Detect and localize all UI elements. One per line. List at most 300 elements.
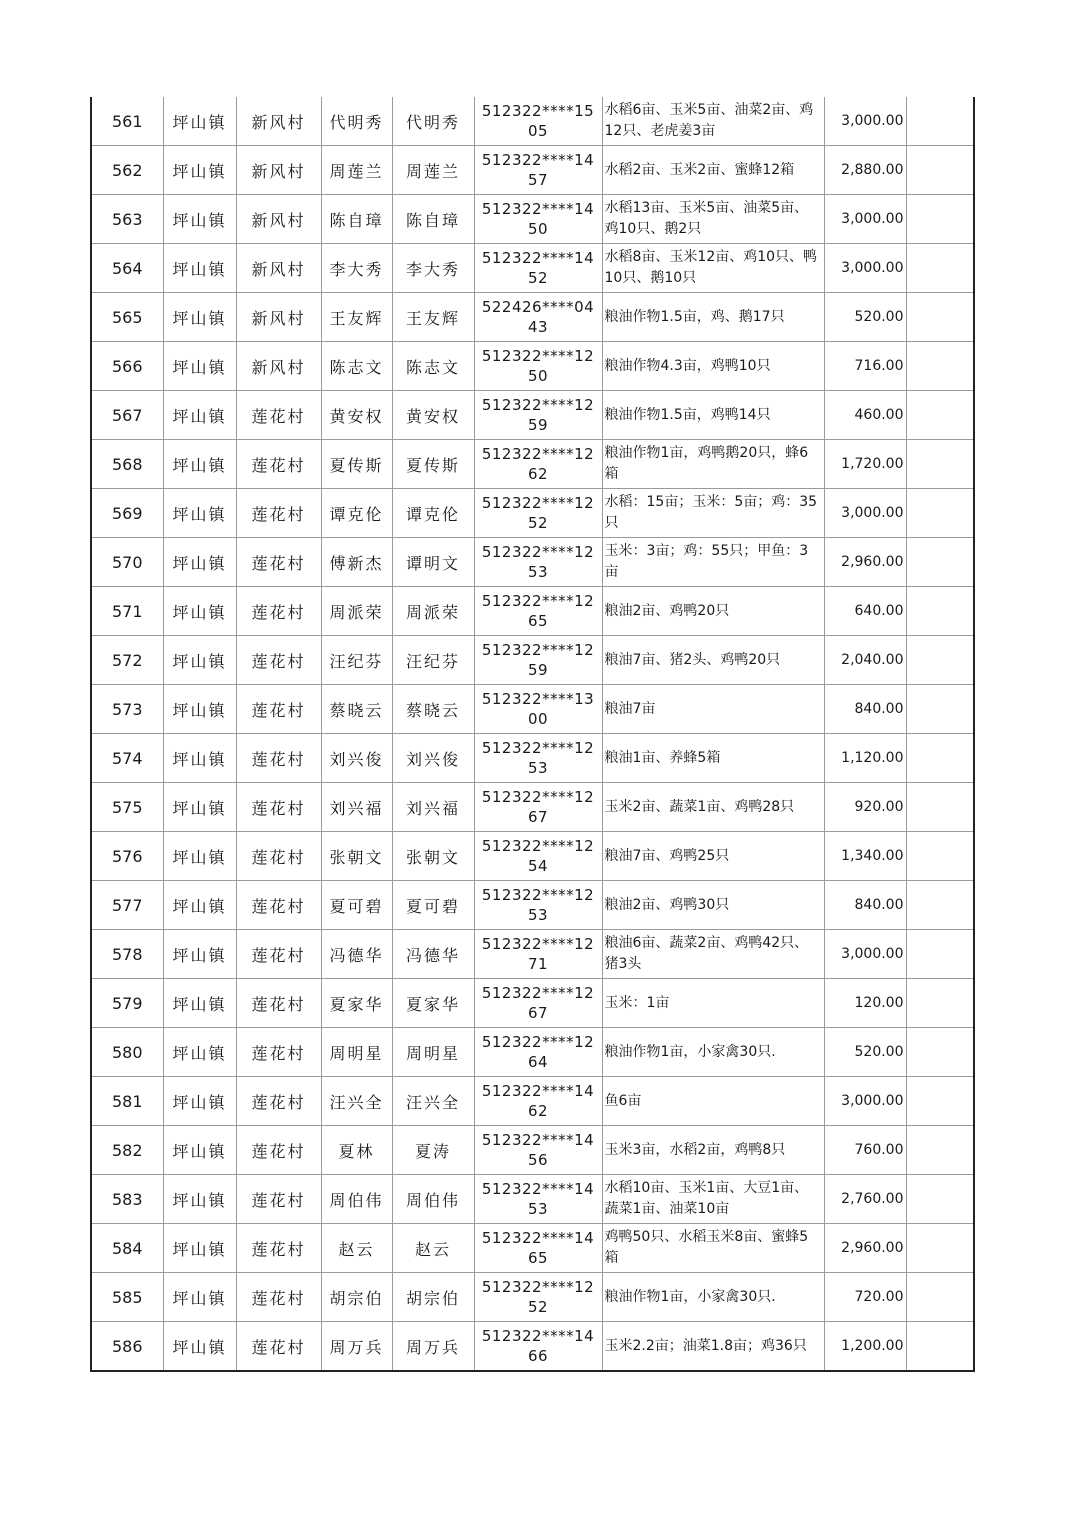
row-number-cell: 561	[91, 97, 163, 146]
subsidy-amount-cell: 120.00	[824, 979, 906, 1028]
remarks-cell	[906, 1175, 974, 1224]
production-description-cell: 玉米2亩、蔬菜1亩、鸡鸭28只	[602, 783, 824, 832]
row-number-cell: 580	[91, 1028, 163, 1077]
town-cell: 坪山镇	[163, 146, 236, 195]
remarks-cell	[906, 636, 974, 685]
id-number-line-1: 512322****12	[481, 396, 595, 414]
remarks-cell	[906, 146, 974, 195]
id-number-cell	[474, 97, 602, 146]
id-number-line-2: 53	[527, 563, 549, 581]
production-description-cell: 粮油6亩、蔬菜2亩、鸡鸭42只、猪3头	[602, 930, 824, 979]
table-row	[91, 391, 974, 440]
production-description-cell: 水稻6亩、玉米5亩、油菜2亩、鸡12只、老虎姜3亩	[602, 97, 824, 146]
town-cell: 坪山镇	[163, 538, 236, 587]
farmer-name-cell: 夏可碧	[321, 881, 392, 930]
id-number-line-2: 59	[527, 661, 549, 679]
farmer-name-cell: 周明星	[321, 1028, 392, 1077]
production-description-cell: 粮油1亩、养蜂5箱	[602, 734, 824, 783]
subsidy-amount-cell: 520.00	[824, 293, 906, 342]
subsidy-amount-cell: 460.00	[824, 391, 906, 440]
id-number-line-1: 512322****12	[481, 641, 595, 659]
id-number-line-1: 512322****14	[481, 249, 595, 267]
remarks-cell	[906, 440, 974, 489]
farmer-name-cell: 刘兴俊	[321, 734, 392, 783]
payee-name-cell: 夏涛	[392, 1126, 474, 1175]
remarks-cell	[906, 97, 974, 146]
id-number-line-2: 62	[527, 465, 549, 483]
row-number-cell: 563	[91, 195, 163, 244]
production-description-cell: 水稻10亩、玉米1亩、大豆1亩、蔬菜1亩、油菜10亩	[602, 1175, 824, 1224]
id-number-line-1: 512322****12	[481, 788, 595, 806]
id-number-line-2: 71	[527, 955, 549, 973]
row-number-cell: 586	[91, 1322, 163, 1372]
farmer-name-cell: 蔡晓云	[321, 685, 392, 734]
town-cell: 坪山镇	[163, 489, 236, 538]
table-row	[91, 783, 974, 832]
table-row	[91, 1175, 974, 1224]
village-cell: 莲花村	[236, 685, 321, 734]
remarks-cell	[906, 1126, 974, 1175]
id-number-line-2: 65	[527, 1249, 549, 1267]
village-cell: 莲花村	[236, 489, 321, 538]
id-number-line-2: 56	[527, 1151, 549, 1169]
production-description-cell: 玉米3亩，水稻2亩，鸡鸭8只	[602, 1126, 824, 1175]
remarks-cell	[906, 489, 974, 538]
subsidy-amount-cell: 520.00	[824, 1028, 906, 1077]
subsidy-amount-cell: 920.00	[824, 783, 906, 832]
town-cell: 坪山镇	[163, 734, 236, 783]
id-number-line-1: 512322****13	[481, 690, 595, 708]
id-number-line-1: 512322****14	[481, 1082, 595, 1100]
id-number-line-2: 59	[527, 416, 549, 434]
id-number-line-2: 52	[527, 514, 549, 532]
id-number-cell	[474, 930, 602, 979]
subsidy-amount-cell: 1,340.00	[824, 832, 906, 881]
payee-name-cell: 李大秀	[392, 244, 474, 293]
town-cell: 坪山镇	[163, 342, 236, 391]
id-number-line-1: 512322****15	[481, 102, 595, 120]
id-number-cell	[474, 1273, 602, 1322]
table-row	[91, 587, 974, 636]
town-cell: 坪山镇	[163, 1028, 236, 1077]
farmer-name-cell: 陈志文	[321, 342, 392, 391]
id-number-cell	[474, 734, 602, 783]
production-description-cell: 粮油作物1亩，鸡鸭鹅20只，蜂6箱	[602, 440, 824, 489]
id-number-cell	[474, 1126, 602, 1175]
payee-name-cell: 黄安权	[392, 391, 474, 440]
farmer-name-cell: 周伯伟	[321, 1175, 392, 1224]
table-row	[91, 146, 974, 195]
table-row	[91, 1028, 974, 1077]
id-number-line-2: 52	[527, 269, 549, 287]
row-number-cell: 573	[91, 685, 163, 734]
table-row	[91, 293, 974, 342]
id-number-line-1: 512322****12	[481, 347, 595, 365]
id-number-cell	[474, 342, 602, 391]
remarks-cell	[906, 391, 974, 440]
town-cell: 坪山镇	[163, 1175, 236, 1224]
farmer-name-cell: 周莲兰	[321, 146, 392, 195]
production-description-cell: 水稻13亩、玉米5亩、油菜5亩、鸡10只、鹅2只	[602, 195, 824, 244]
row-number-cell: 578	[91, 930, 163, 979]
table-row	[91, 538, 974, 587]
id-number-line-2: 64	[527, 1053, 549, 1071]
village-cell: 莲花村	[236, 440, 321, 489]
row-number-cell: 582	[91, 1126, 163, 1175]
farmer-name-cell: 傅新杰	[321, 538, 392, 587]
village-cell: 莲花村	[236, 587, 321, 636]
town-cell: 坪山镇	[163, 1322, 236, 1372]
id-number-cell	[474, 489, 602, 538]
production-description-cell: 粮油作物4.3亩，鸡鸭10只	[602, 342, 824, 391]
remarks-cell	[906, 881, 974, 930]
row-number-cell: 584	[91, 1224, 163, 1273]
id-number-cell	[474, 440, 602, 489]
subsidy-amount-cell: 3,000.00	[824, 195, 906, 244]
payee-name-cell: 周莲兰	[392, 146, 474, 195]
subsidy-amount-cell: 3,000.00	[824, 489, 906, 538]
row-number-cell: 571	[91, 587, 163, 636]
table-row	[91, 685, 974, 734]
table-row	[91, 489, 974, 538]
row-number-cell: 579	[91, 979, 163, 1028]
id-number-line-2: 50	[527, 220, 549, 238]
row-number-cell: 566	[91, 342, 163, 391]
payee-name-cell: 冯德华	[392, 930, 474, 979]
subsidy-amount-cell: 3,000.00	[824, 244, 906, 293]
payee-name-cell: 夏传斯	[392, 440, 474, 489]
subsidy-amount-cell: 2,960.00	[824, 1224, 906, 1273]
row-number-cell: 585	[91, 1273, 163, 1322]
table-body	[91, 97, 974, 1371]
id-number-cell	[474, 587, 602, 636]
village-cell: 新风村	[236, 146, 321, 195]
id-number-cell	[474, 1077, 602, 1126]
remarks-cell	[906, 979, 974, 1028]
remarks-cell	[906, 832, 974, 881]
farmer-name-cell: 夏传斯	[321, 440, 392, 489]
id-number-line-2: 53	[527, 906, 549, 924]
production-description-cell: 鸡鸭50只、水稻玉米8亩、蜜蜂5箱	[602, 1224, 824, 1273]
id-number-cell	[474, 1028, 602, 1077]
production-description-cell: 粮油作物1.5亩，鸡鸭14只	[602, 391, 824, 440]
farmer-name-cell: 陈自璋	[321, 195, 392, 244]
id-number-cell	[474, 636, 602, 685]
id-number-line-1: 512322****12	[481, 494, 595, 512]
id-number-line-1: 512322****14	[481, 1131, 595, 1149]
id-number-line-2: 54	[527, 857, 549, 875]
id-number-line-1: 512322****12	[481, 1033, 595, 1051]
id-number-cell	[474, 979, 602, 1028]
farmer-name-cell: 赵云	[321, 1224, 392, 1273]
payee-name-cell: 周万兵	[392, 1322, 474, 1372]
village-cell: 新风村	[236, 342, 321, 391]
id-number-cell	[474, 391, 602, 440]
production-description-cell: 水稻2亩、玉米2亩、蜜蜂12箱	[602, 146, 824, 195]
remarks-cell	[906, 342, 974, 391]
production-description-cell: 水稻8亩、玉米12亩、鸡10只、鸭10只、鹅10只	[602, 244, 824, 293]
village-cell: 莲花村	[236, 1322, 321, 1372]
subsidy-amount-cell: 716.00	[824, 342, 906, 391]
id-number-line-2: 57	[527, 171, 549, 189]
row-number-cell: 564	[91, 244, 163, 293]
village-cell: 莲花村	[236, 1273, 321, 1322]
row-number-cell: 575	[91, 783, 163, 832]
village-cell: 莲花村	[236, 636, 321, 685]
remarks-cell	[906, 1322, 974, 1372]
town-cell: 坪山镇	[163, 1077, 236, 1126]
subsidy-amount-cell: 2,960.00	[824, 538, 906, 587]
payee-name-cell: 陈志文	[392, 342, 474, 391]
id-number-line-1: 512322****12	[481, 837, 595, 855]
id-number-cell	[474, 538, 602, 587]
id-number-line-2: 53	[527, 1200, 549, 1218]
row-number-cell: 574	[91, 734, 163, 783]
payee-name-cell: 陈自璋	[392, 195, 474, 244]
village-cell: 莲花村	[236, 1077, 321, 1126]
table-row	[91, 1126, 974, 1175]
village-cell: 莲花村	[236, 881, 321, 930]
village-cell: 莲花村	[236, 1224, 321, 1273]
town-cell: 坪山镇	[163, 685, 236, 734]
subsidy-amount-cell: 840.00	[824, 881, 906, 930]
remarks-cell	[906, 1224, 974, 1273]
id-number-line-1: 512322****12	[481, 739, 595, 757]
id-number-line-1: 512322****12	[481, 935, 595, 953]
row-number-cell: 565	[91, 293, 163, 342]
town-cell: 坪山镇	[163, 293, 236, 342]
id-number-line-2: 00	[527, 710, 549, 728]
village-cell: 莲花村	[236, 1175, 321, 1224]
payee-name-cell: 周派荣	[392, 587, 474, 636]
row-number-cell: 569	[91, 489, 163, 538]
table-row	[91, 440, 974, 489]
village-cell: 莲花村	[236, 930, 321, 979]
farmer-name-cell: 汪兴全	[321, 1077, 392, 1126]
production-description-cell: 粮油2亩、鸡鸭20只	[602, 587, 824, 636]
subsidy-amount-cell: 2,880.00	[824, 146, 906, 195]
payee-name-cell: 周伯伟	[392, 1175, 474, 1224]
id-number-line-1: 512322****12	[481, 543, 595, 561]
remarks-cell	[906, 1028, 974, 1077]
village-cell: 莲花村	[236, 734, 321, 783]
production-description-cell: 粮油7亩、鸡鸭25只	[602, 832, 824, 881]
farmer-name-cell: 周万兵	[321, 1322, 392, 1372]
id-number-line-2: 65	[527, 612, 549, 630]
id-number-cell	[474, 195, 602, 244]
production-description-cell: 粮油作物1亩，小家禽30只.	[602, 1028, 824, 1077]
row-number-cell: 567	[91, 391, 163, 440]
village-cell: 莲花村	[236, 538, 321, 587]
farmer-name-cell: 王友辉	[321, 293, 392, 342]
farmer-name-cell: 汪纪芬	[321, 636, 392, 685]
remarks-cell	[906, 293, 974, 342]
id-number-cell	[474, 146, 602, 195]
payee-name-cell: 汪纪芬	[392, 636, 474, 685]
table-row	[91, 342, 974, 391]
town-cell: 坪山镇	[163, 1273, 236, 1322]
village-cell: 莲花村	[236, 832, 321, 881]
town-cell: 坪山镇	[163, 244, 236, 293]
table-row	[91, 734, 974, 783]
table-row	[91, 1224, 974, 1273]
town-cell: 坪山镇	[163, 930, 236, 979]
id-number-line-1: 512322****14	[481, 200, 595, 218]
id-number-line-1: 522426****04	[481, 298, 595, 316]
id-number-cell	[474, 1175, 602, 1224]
production-description-cell: 粮油作物1.5亩，鸡、鹅17只	[602, 293, 824, 342]
remarks-cell	[906, 930, 974, 979]
remarks-cell	[906, 1077, 974, 1126]
payee-name-cell: 张朝文	[392, 832, 474, 881]
payee-name-cell: 刘兴俊	[392, 734, 474, 783]
row-number-cell: 568	[91, 440, 163, 489]
table-row	[91, 979, 974, 1028]
production-description-cell: 粮油7亩	[602, 685, 824, 734]
id-number-line-1: 512322****12	[481, 592, 595, 610]
id-number-line-1: 512322****12	[481, 984, 595, 1002]
farmer-name-cell: 周派荣	[321, 587, 392, 636]
row-number-cell: 576	[91, 832, 163, 881]
production-description-cell: 玉米：1亩	[602, 979, 824, 1028]
id-number-line-2: 66	[527, 1347, 549, 1365]
id-number-cell	[474, 244, 602, 293]
payee-name-cell: 汪兴全	[392, 1077, 474, 1126]
village-cell: 新风村	[236, 97, 321, 146]
row-number-cell: 583	[91, 1175, 163, 1224]
production-description-cell: 粮油作物1亩，小家禽30只.	[602, 1273, 824, 1322]
town-cell: 坪山镇	[163, 97, 236, 146]
subsidy-amount-cell: 1,200.00	[824, 1322, 906, 1372]
town-cell: 坪山镇	[163, 440, 236, 489]
subsidy-register-sheet	[90, 97, 973, 1372]
farmer-name-cell: 李大秀	[321, 244, 392, 293]
farmer-name-cell: 冯德华	[321, 930, 392, 979]
table-row	[91, 195, 974, 244]
farmer-name-cell: 夏林	[321, 1126, 392, 1175]
id-number-line-1: 512322****14	[481, 1327, 595, 1345]
payee-name-cell: 刘兴福	[392, 783, 474, 832]
id-number-line-2: 62	[527, 1102, 549, 1120]
id-number-line-1: 512322****14	[481, 1180, 595, 1198]
subsidy-amount-cell: 1,120.00	[824, 734, 906, 783]
row-number-cell: 570	[91, 538, 163, 587]
id-number-line-2: 43	[527, 318, 549, 336]
farmer-name-cell: 代明秀	[321, 97, 392, 146]
remarks-cell	[906, 685, 974, 734]
payee-name-cell: 蔡晓云	[392, 685, 474, 734]
table-row	[91, 1077, 974, 1126]
farmer-name-cell: 张朝文	[321, 832, 392, 881]
town-cell: 坪山镇	[163, 587, 236, 636]
subsidy-amount-cell: 720.00	[824, 1273, 906, 1322]
payee-name-cell: 夏家华	[392, 979, 474, 1028]
payee-name-cell: 赵云	[392, 1224, 474, 1273]
id-number-line-1: 512322****12	[481, 1278, 595, 1296]
remarks-cell	[906, 244, 974, 293]
production-description-cell: 玉米2.2亩；油菜1.8亩；鸡36只	[602, 1322, 824, 1372]
table-row	[91, 97, 974, 146]
id-number-line-2: 67	[527, 808, 549, 826]
payee-name-cell: 周明星	[392, 1028, 474, 1077]
town-cell: 坪山镇	[163, 1126, 236, 1175]
subsidy-amount-cell: 1,720.00	[824, 440, 906, 489]
id-number-cell	[474, 685, 602, 734]
production-description-cell: 水稻：15亩；玉米：5亩；鸡：35只	[602, 489, 824, 538]
table-row	[91, 636, 974, 685]
subsidy-amount-cell: 2,760.00	[824, 1175, 906, 1224]
subsidy-amount-cell: 760.00	[824, 1126, 906, 1175]
remarks-cell	[906, 538, 974, 587]
town-cell: 坪山镇	[163, 636, 236, 685]
row-number-cell: 572	[91, 636, 163, 685]
village-cell: 莲花村	[236, 391, 321, 440]
payee-name-cell: 谭克伦	[392, 489, 474, 538]
row-number-cell: 581	[91, 1077, 163, 1126]
payee-name-cell: 夏可碧	[392, 881, 474, 930]
id-number-line-2: 05	[527, 122, 549, 140]
id-number-cell	[474, 1224, 602, 1273]
id-number-line-2: 53	[527, 759, 549, 777]
id-number-cell	[474, 293, 602, 342]
town-cell: 坪山镇	[163, 391, 236, 440]
id-number-cell	[474, 783, 602, 832]
farmer-name-cell: 夏家华	[321, 979, 392, 1028]
payee-name-cell: 王友辉	[392, 293, 474, 342]
table-row	[91, 832, 974, 881]
table-row	[91, 930, 974, 979]
table-row	[91, 244, 974, 293]
subsidy-amount-cell: 840.00	[824, 685, 906, 734]
farmer-name-cell: 谭克伦	[321, 489, 392, 538]
subsidy-amount-cell: 3,000.00	[824, 930, 906, 979]
id-number-line-2: 52	[527, 1298, 549, 1316]
subsidy-amount-cell: 3,000.00	[824, 1077, 906, 1126]
remarks-cell	[906, 783, 974, 832]
subsidy-amount-cell: 640.00	[824, 587, 906, 636]
id-number-line-1: 512322****14	[481, 1229, 595, 1247]
id-number-line-2: 50	[527, 367, 549, 385]
remarks-cell	[906, 734, 974, 783]
id-number-line-2: 67	[527, 1004, 549, 1022]
town-cell: 坪山镇	[163, 783, 236, 832]
town-cell: 坪山镇	[163, 979, 236, 1028]
table-row	[91, 881, 974, 930]
row-number-cell: 562	[91, 146, 163, 195]
village-cell: 莲花村	[236, 1028, 321, 1077]
production-description-cell: 玉米：3亩；鸡：55只；甲鱼：3亩	[602, 538, 824, 587]
production-description-cell: 粮油7亩、猪2头、鸡鸭20只	[602, 636, 824, 685]
id-number-line-1: 512322****14	[481, 151, 595, 169]
table-row	[91, 1322, 974, 1372]
village-cell: 莲花村	[236, 1126, 321, 1175]
farmer-name-cell: 刘兴福	[321, 783, 392, 832]
payee-name-cell: 谭明文	[392, 538, 474, 587]
id-number-cell	[474, 1322, 602, 1372]
village-cell: 莲花村	[236, 783, 321, 832]
subsidy-amount-cell: 2,040.00	[824, 636, 906, 685]
subsidy-amount-cell: 3,000.00	[824, 97, 906, 146]
remarks-cell	[906, 1273, 974, 1322]
row-number-cell: 577	[91, 881, 163, 930]
village-cell: 莲花村	[236, 979, 321, 1028]
payee-name-cell: 代明秀	[392, 97, 474, 146]
production-description-cell: 粮油2亩、鸡鸭30只	[602, 881, 824, 930]
village-cell: 新风村	[236, 293, 321, 342]
id-number-line-1: 512322****12	[481, 445, 595, 463]
village-cell: 新风村	[236, 195, 321, 244]
id-number-cell	[474, 881, 602, 930]
